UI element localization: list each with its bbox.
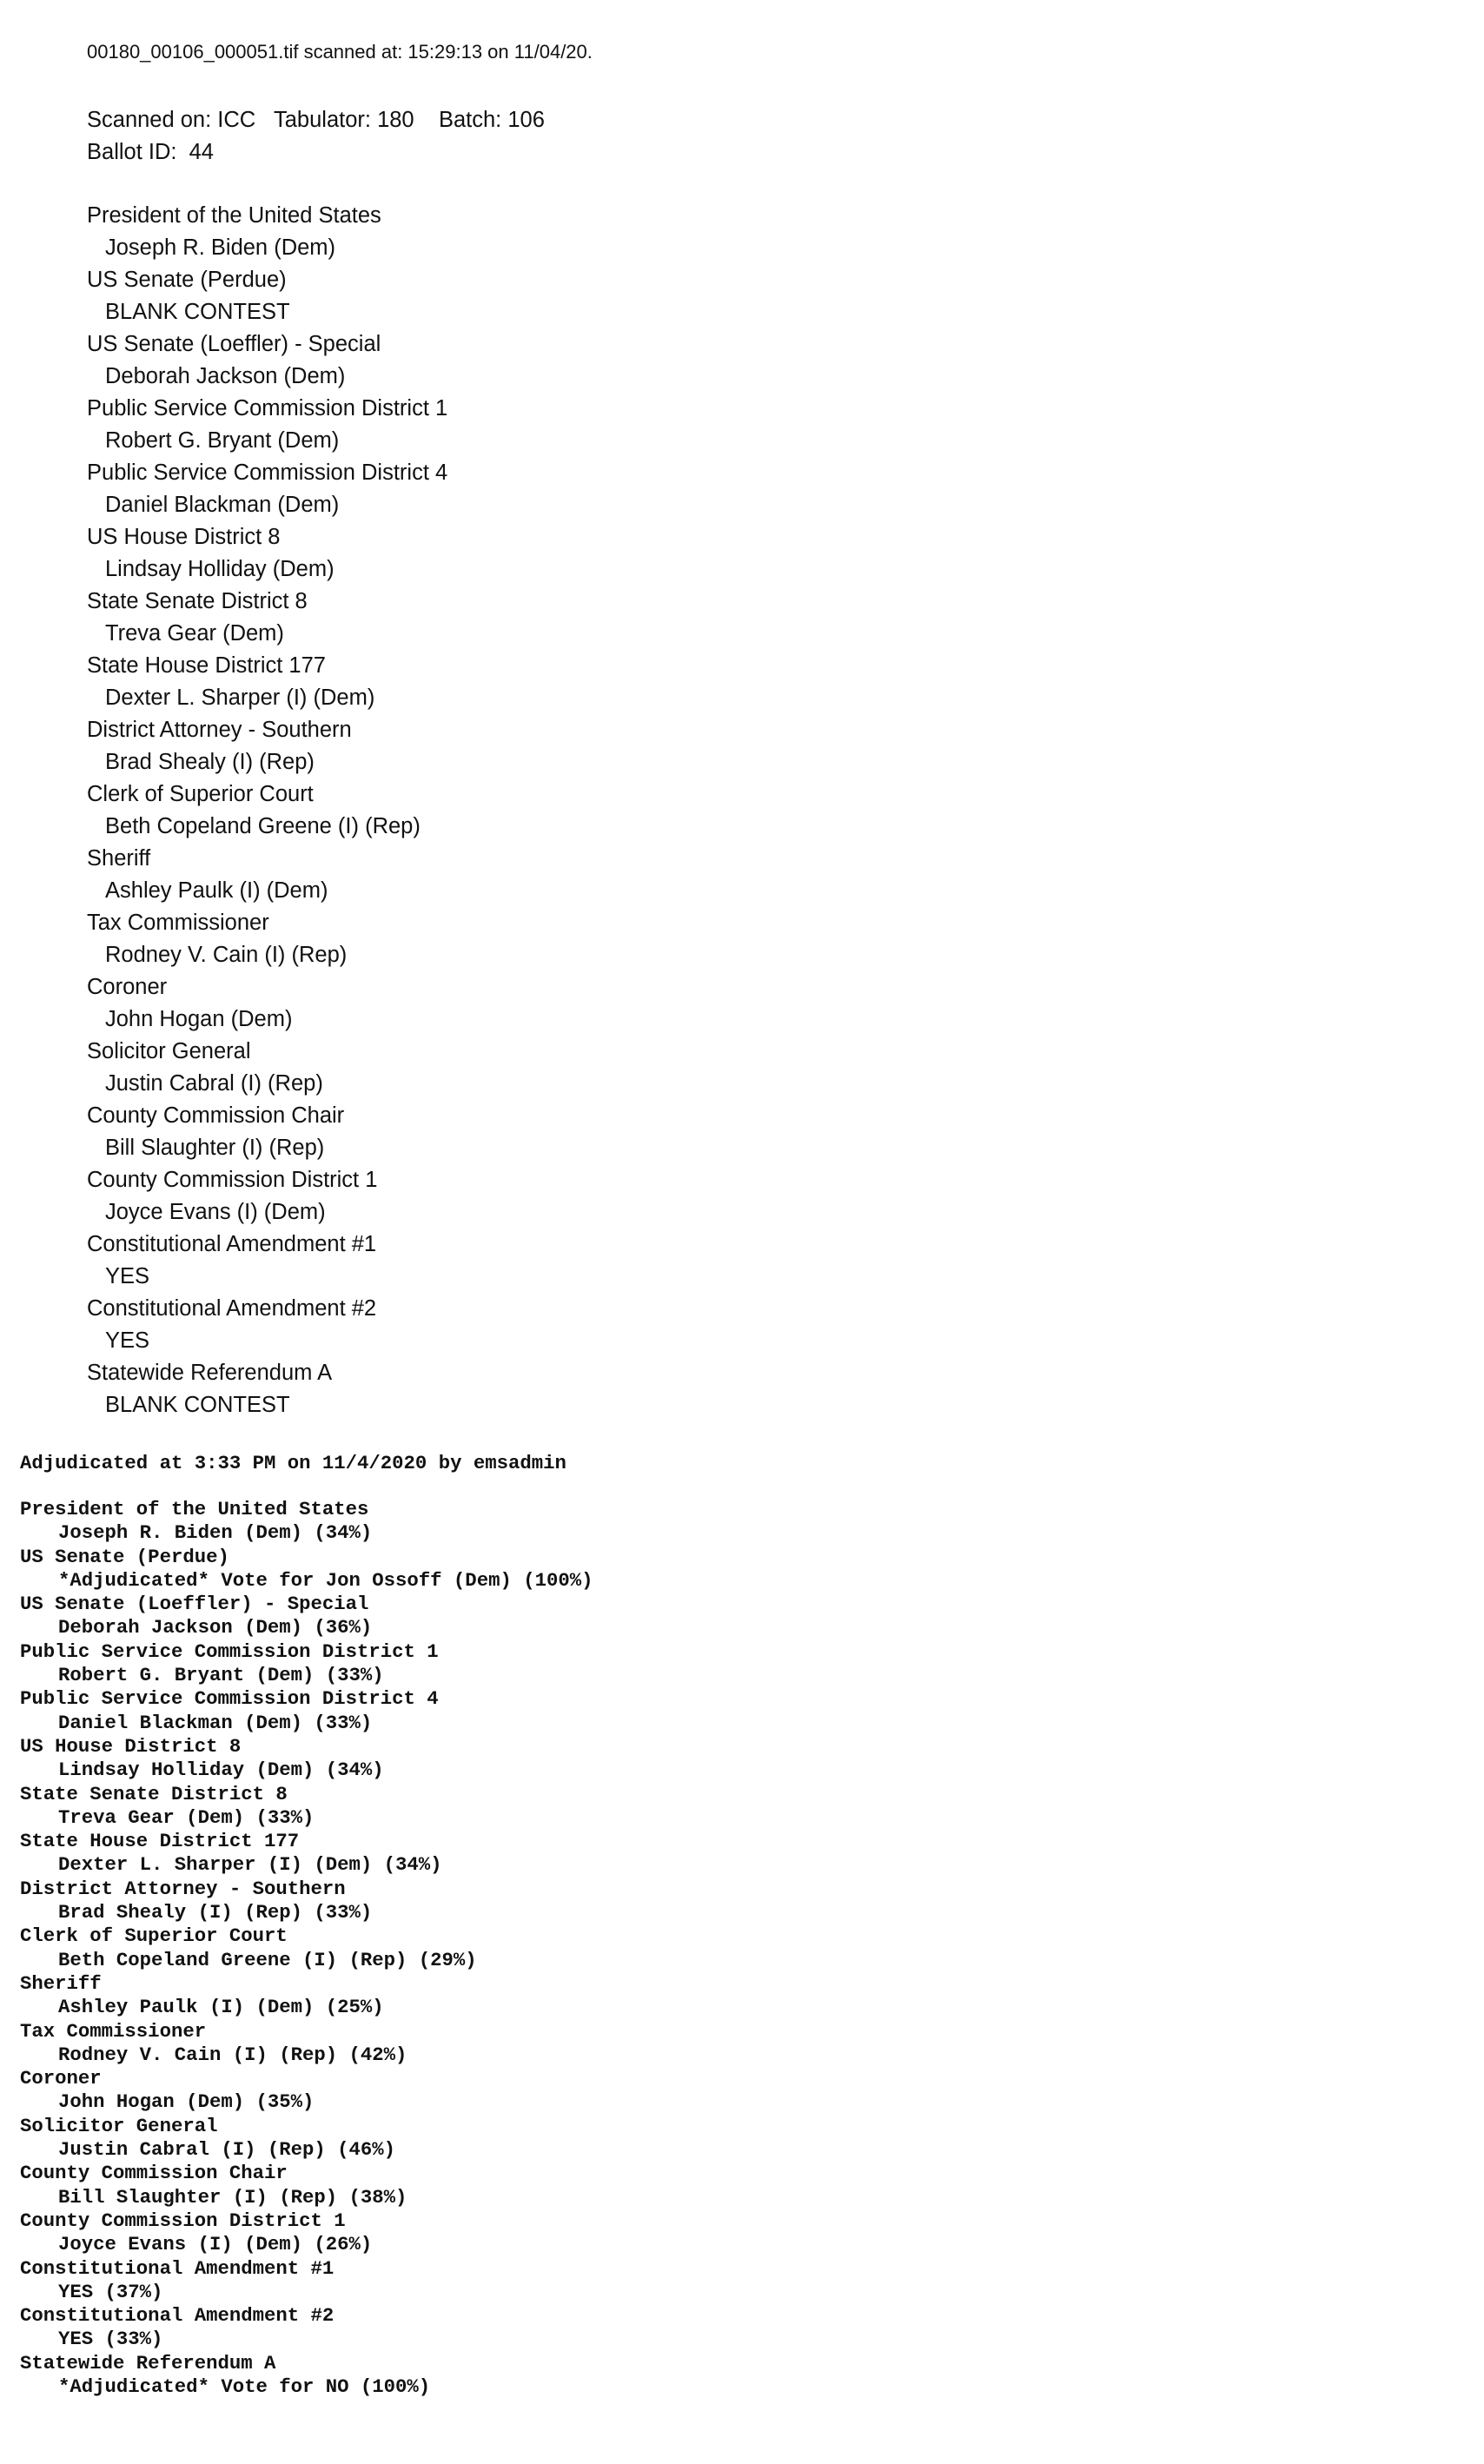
contest-choice: Brad Shealy (I) (Rep) <box>105 750 315 774</box>
adjudicated-contest-choice: Joseph R. Biden (Dem) (34%) <box>58 1521 373 1545</box>
adjudicated-contest-title: Sheriff <box>20 1971 102 1995</box>
adjudication-record <box>20 1451 593 2399</box>
adjudicated-contest-choice: Rodney V. Cain (I) (Rep) (42%) <box>58 2043 407 2066</box>
contest-choice: YES <box>105 1264 150 1288</box>
contest-title: District Attorney - Southern <box>87 718 352 742</box>
adjudicated-contest-title: Tax Commissioner <box>20 2019 207 2043</box>
adjudicated-contest-title: Clerk of Superior Court <box>20 1924 288 1948</box>
adjudicated-contest-choice: Treva Gear (Dem) (33%) <box>58 1805 315 1829</box>
adjudicated-contest-choice: *Adjudicated* Vote for Jon Ossoff (Dem) (100%) <box>58 1568 593 1592</box>
adjudicated-contest-choice: Bill Slaughter (I) (Rep) (38%) <box>58 2185 407 2209</box>
adjudicated-contest-choice: Justin Cabral (I) (Rep) (46%) <box>58 2138 396 2162</box>
contest-choice: Bill Slaughter (I) (Rep) <box>105 1136 325 1160</box>
adjudicated-contest-title: Statewide Referendum A <box>20 2351 276 2375</box>
adjudicated-contest-choice: Daniel Blackman (Dem) (33%) <box>58 1711 373 1734</box>
adjudicated-contest-choice: Dexter L. Sharper (I) (Dem) (34%) <box>58 1853 442 1877</box>
adjudicated-contest-choice: Ashley Paulk (I) (Dem) (25%) <box>58 1996 384 2019</box>
adjudicated-contest-title: County Commission District 1 <box>20 2209 346 2232</box>
contest-title: US Senate (Perdue) <box>87 268 287 292</box>
contest-title: Public Service Commission District 1 <box>87 396 448 421</box>
adjudicated-contest-title: US Senate (Loeffler) - Special <box>20 1593 369 1616</box>
contest-choice: Justin Cabral (I) (Rep) <box>105 1071 323 1096</box>
adjudicated-contest-title: Coroner <box>20 2067 102 2090</box>
contest-choice: Daniel Blackman (Dem) <box>105 493 340 517</box>
adjudicated-contest-choice: Joyce Evans (I) (Dem) (26%) <box>58 2233 373 2256</box>
adjudicated-contest-title: County Commission Chair <box>20 2162 288 2185</box>
adjudicated-contest-title: Constitutional Amendment #1 <box>20 2256 335 2280</box>
contest-title: President of the United States <box>87 203 381 228</box>
scanned-on-line: Scanned on: ICC Tabulator: 180 Batch: 106 <box>87 108 545 132</box>
adjudicated-contest-title: Public Service Commission District 4 <box>20 1687 439 1711</box>
contest-choice: Ashley Paulk (I) (Dem) <box>105 878 328 903</box>
contest-title: Public Service Commission District 4 <box>87 460 448 485</box>
adjudication-contest-list <box>20 1498 593 2399</box>
adjudicated-contest-choice: Brad Shealy (I) (Rep) (33%) <box>58 1901 373 1924</box>
contest-title: Constitutional Amendment #1 <box>87 1232 377 1256</box>
adjudicated-contest-choice: Deborah Jackson (Dem) (36%) <box>58 1616 373 1639</box>
adjudicated-contest-title: District Attorney - Southern <box>20 1877 346 1900</box>
contest-title: US Senate (Loeffler) - Special <box>87 332 381 356</box>
contest-title: Constitutional Amendment #2 <box>87 1296 377 1321</box>
contest-choice: John Hogan (Dem) <box>105 1007 293 1031</box>
adjudicated-contest-choice: John Hogan (Dem) (35%) <box>58 2090 315 2114</box>
contest-title: Solicitor General <box>87 1039 251 1063</box>
adjudication-header: Adjudicated at 3:33 PM on 11/4/2020 by emsadmin <box>20 1452 566 1474</box>
contest-title: Tax Commissioner <box>87 911 269 935</box>
contest-choice: Treva Gear (Dem) <box>105 621 284 646</box>
contest-choice: Dexter L. Sharper (I) (Dem) <box>105 686 375 710</box>
adjudicated-contest-title: US Senate (Perdue) <box>20 1545 229 1568</box>
contest-title: Statewide Referendum A <box>87 1361 333 1385</box>
adjudicated-contest-title: President of the United States <box>20 1498 369 1520</box>
contest-title: County Commission District 1 <box>87 1168 378 1192</box>
adjudicated-contest-choice: Lindsay Holliday (Dem) (34%) <box>58 1759 384 1782</box>
contest-choice: BLANK CONTEST <box>105 1393 290 1417</box>
contest-choice: Joyce Evans (I) (Dem) <box>105 1200 326 1224</box>
contest-choice: Joseph R. Biden (Dem) <box>105 235 336 260</box>
contest-choice: Rodney V. Cain (I) (Rep) <box>105 943 348 967</box>
contest-choice: BLANK CONTEST <box>105 300 290 324</box>
adjudicated-contest-title: Constitutional Amendment #2 <box>20 2304 335 2328</box>
scan-contest-list <box>87 200 593 1421</box>
adjudicated-contest-choice: Beth Copeland Greene (I) (Rep) (29%) <box>58 1948 477 1971</box>
adjudicated-contest-title: State House District 177 <box>20 1830 300 1853</box>
contest-title: State House District 177 <box>87 653 326 678</box>
contest-title: Coroner <box>87 975 168 999</box>
adjudicated-contest-title: State Senate District 8 <box>20 1782 288 1805</box>
contest-choice: Deborah Jackson (Dem) <box>105 364 346 388</box>
ballot-id-line: Ballot ID: 44 <box>87 140 214 164</box>
contest-choice: YES <box>105 1328 150 1353</box>
adjudicated-contest-choice: YES (37%) <box>58 2280 163 2303</box>
contest-title: Clerk of Superior Court <box>87 782 314 806</box>
adjudicated-contest-title: Solicitor General <box>20 2114 218 2137</box>
adjudicated-contest-choice: *Adjudicated* Vote for NO (100%) <box>58 2375 431 2398</box>
contest-title: County Commission Chair <box>87 1103 345 1128</box>
contest-choice: Lindsay Holliday (Dem) <box>105 557 335 581</box>
contest-title: State Senate District 8 <box>87 589 308 613</box>
scan-record <box>87 38 593 1421</box>
adjudicated-contest-choice: YES (33%) <box>58 2328 163 2351</box>
contest-title: US House District 8 <box>87 525 281 549</box>
scan-filename-line: 00180_00106_000051.tif scanned at: 15:29:13 on 11/04/20. <box>87 41 593 63</box>
adjudicated-contest-choice: Robert G. Bryant (Dem) (33%) <box>58 1664 384 1687</box>
contest-title: Sheriff <box>87 846 151 871</box>
contest-choice: Robert G. Bryant (Dem) <box>105 428 340 453</box>
adjudicated-contest-title: US House District 8 <box>20 1734 242 1758</box>
contest-choice: Beth Copeland Greene (I) (Rep) <box>105 814 421 838</box>
adjudicated-contest-title: Public Service Commission District 1 <box>20 1639 439 1663</box>
